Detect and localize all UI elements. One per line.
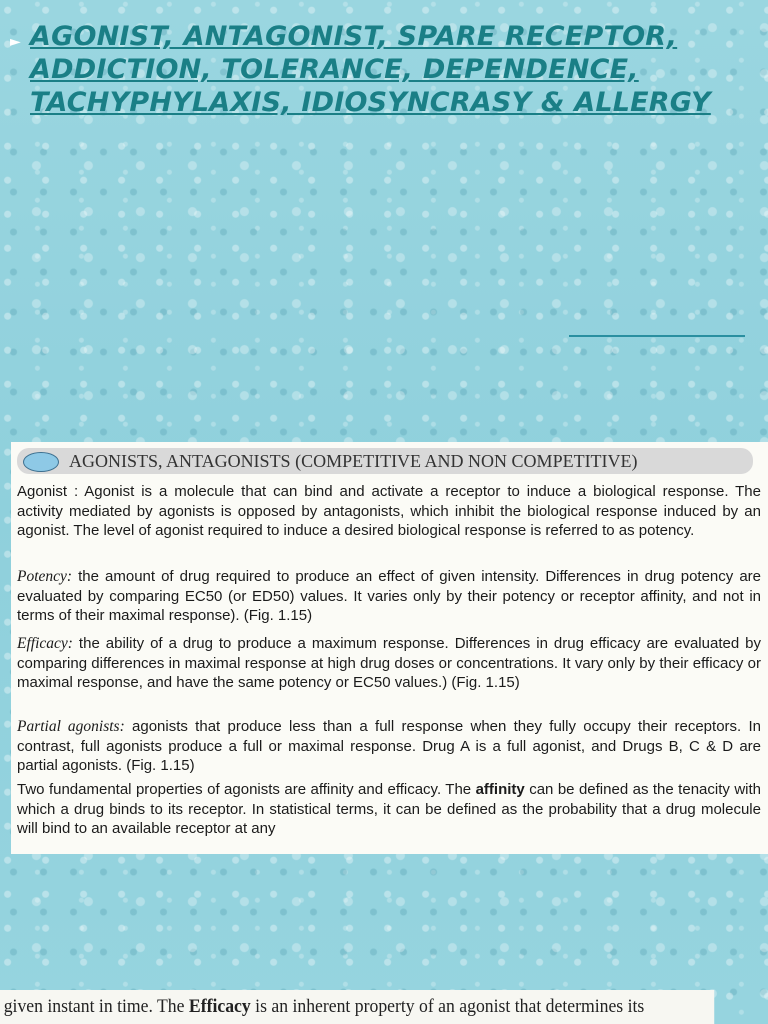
potency-paragraph (17, 567, 761, 626)
efficacy-paragraph (17, 634, 761, 693)
efficacy-text: the ability of a drug to produce a maximum response. Differences in drug efficacy are evaluated by comparing differences in maximal response at high drug doses or concentrations. It vary only by their efficacy or maximal response, and have the same potency or EC50 values.) (Fig. 1.15) (17, 635, 761, 691)
agonist-text: Agonist is a molecule that can bind and activate a receptor to induce a biological response. The activity mediated by agonists is opposed by antagonists, which inhibit the biological response induced by an agonist. The level of agonist required to induce a desired biological response is referred to as potency. (17, 483, 761, 539)
title-line-1: AGONIST, ANTAGONIST, SPARE RECEPTOR, (30, 21, 678, 52)
potency-term: Potency: (17, 568, 73, 585)
potency-text: the amount of drug required to produce an effect of given intensity. Differences in drug potency are evaluated by comparing EC50 (or ED50) values. It varies only by their potency or receptor affinity, and not in terms of their maximal response). (Fig. 1.15) (17, 568, 761, 624)
agonist-term: Agonist : (17, 483, 79, 500)
bullet-arrow-icon: ► (10, 34, 21, 50)
strip-text-b: is an inherent property of an agonist that determines its (250, 996, 645, 1017)
decorative-line (569, 335, 745, 337)
title-line-3: TACHYPHYLAXIS, IDIOSYNCRASY & ALLERGY (30, 87, 711, 118)
title-line-2: ADDICTION, TOLERANCE, DEPENDENCE, (30, 54, 639, 85)
efficacy-term: Efficacy: (17, 635, 73, 652)
agonist-paragraph (17, 482, 761, 541)
affinity-bold: affinity (475, 781, 525, 798)
efficacy-bold: Efficacy (188, 996, 251, 1017)
scanned-textbook-page (11, 442, 768, 854)
strip-text-a: given instant in time. The (3, 996, 189, 1017)
properties-text-b: can be defined as the tenacity with which a drug binds to its receptor. In statistical terms, it can be defined as the probability that a drug molecule will bind to an available receptor at any (17, 781, 761, 837)
properties-text-a: Two fundamental properties of agonists are affinity and efficacy. The (17, 781, 476, 798)
slide-title (10, 20, 750, 119)
section-heading: AGONISTS, ANTAGONISTS (COMPETITIVE AND NON COMPETITIVE) (69, 451, 638, 471)
properties-paragraph (17, 780, 761, 839)
section-heading-bar (17, 448, 753, 474)
partial-agonists-term: Partial agonists: (17, 718, 125, 735)
oval-bullet-icon (23, 452, 59, 472)
partial-agonists-text: agonists that produce less than a full response when they fully occupy their receptors. In contrast, full agonists produce a full or maximal response. Drug A is a full agonist, and Drugs B, C & D are partial agonists. (Fig. 1.15) (17, 718, 761, 774)
partial-agonists-paragraph (17, 717, 761, 776)
bottom-text-strip (0, 990, 714, 1024)
